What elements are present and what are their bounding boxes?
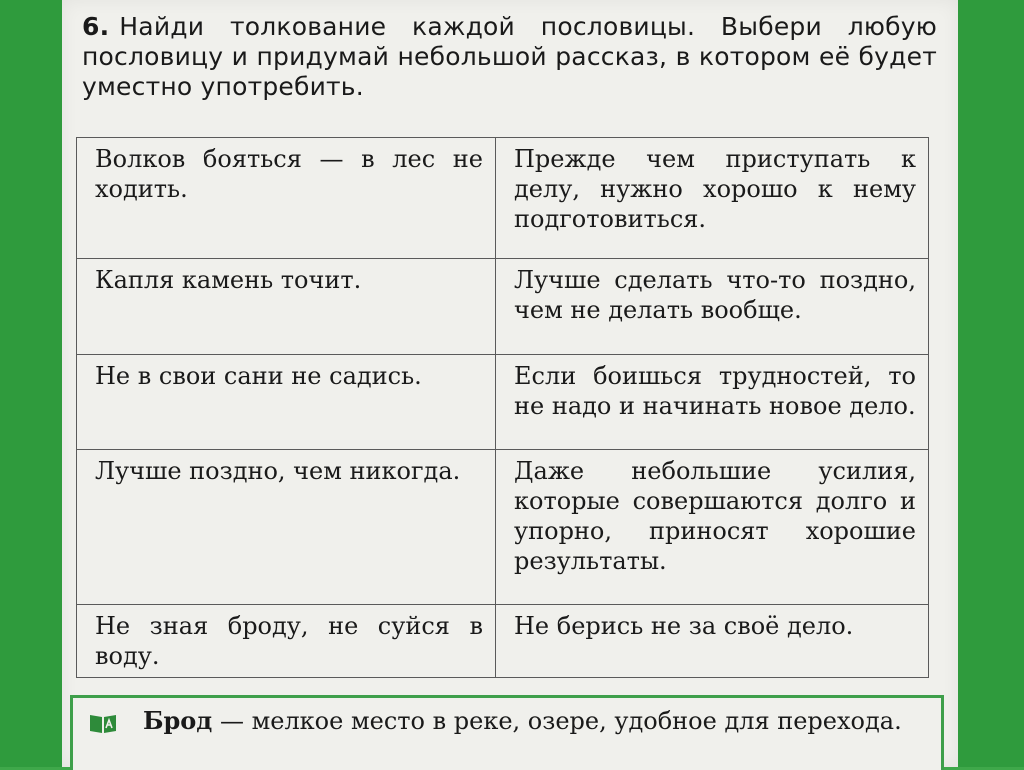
textbook-page <box>62 0 958 767</box>
table-row <box>77 450 929 605</box>
meaning-cell: Если боишься трудностей, то не надо и начинать новое дело. <box>496 355 929 450</box>
task-text: Найди толкование каждой пословицы. Выбери любую пословицу и придумай небольшой рассказ, в котором её будет уместно употребить. <box>82 12 937 101</box>
vocabulary-note <box>70 695 944 770</box>
left-frame <box>0 0 62 767</box>
note-term: Брод <box>143 706 213 735</box>
meaning-cell: Прежде чем приступать к делу, нужно хорошо к нему подготовиться. <box>496 138 929 259</box>
proverb-cell: Капля камень точит. <box>77 259 496 355</box>
note-text <box>143 706 923 736</box>
task-number: 6. <box>82 12 110 41</box>
note-definition: — мелкое место в реке, озере, удобное для перехода. <box>219 707 902 735</box>
proverbs-table <box>76 137 929 678</box>
proverb-cell: Не зная броду, не суйся в воду. <box>77 605 496 678</box>
task-instruction <box>82 12 937 102</box>
table-row <box>77 259 929 355</box>
meaning-cell: Лучше сделать что-то поздно, чем не делать вообще. <box>496 259 929 355</box>
meaning-cell: Не берись не за своё дело. <box>496 605 929 678</box>
meaning-cell: Даже небольшие усилия, которые совершаются долго и упорно, приносят хорошие результаты. <box>496 450 929 605</box>
open-book-icon <box>89 712 117 734</box>
proverb-cell: Не в свои сани не садись. <box>77 355 496 450</box>
proverb-cell: Волков бояться — в лес не ходить. <box>77 138 496 259</box>
table-row <box>77 355 929 450</box>
right-frame <box>958 0 1024 767</box>
table-row <box>77 605 929 678</box>
proverb-cell: Лучше поздно, чем никогда. <box>77 450 496 605</box>
table-row <box>77 138 929 259</box>
